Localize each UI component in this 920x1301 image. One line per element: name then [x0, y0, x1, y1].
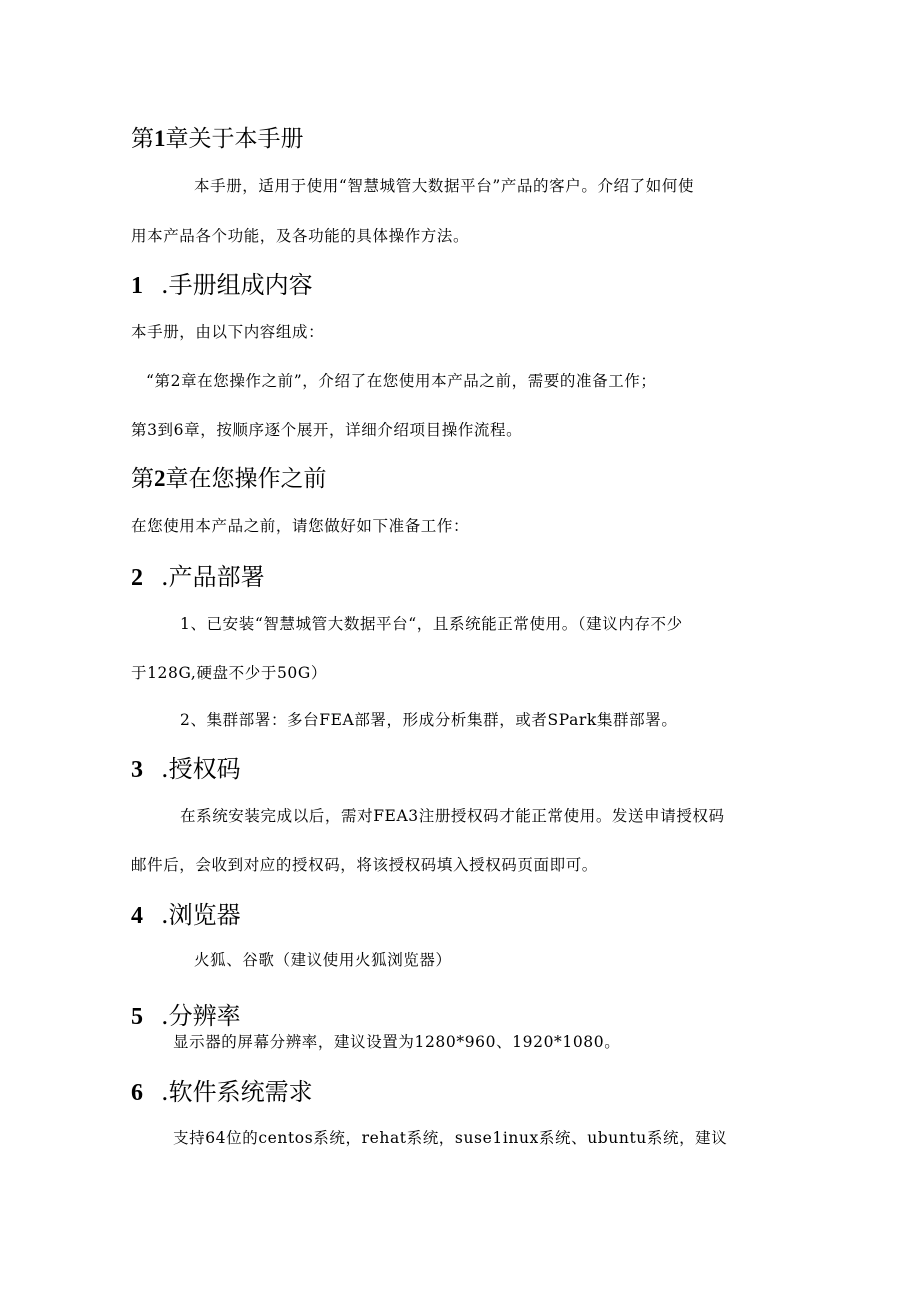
section-4-heading — [131, 895, 241, 930]
section-2-item-1-line-1: 1、已安装“智慧城管大数据平台“，且系统能正常使用。（建议内存不少 — [180, 615, 683, 633]
chapter-1-number: 1 — [154, 126, 166, 151]
section-1-number: 1 — [131, 273, 143, 299]
section-5-title: .分辨率 — [161, 1002, 241, 1030]
chapter-2-title: 章在您操作之前 — [165, 466, 327, 492]
section-3-title: .授权码 — [161, 755, 241, 783]
chapter-2-heading — [131, 460, 327, 493]
section-5-heading — [131, 996, 241, 1031]
section-2-item-2: 2、集群部署：多台FEA部署，形成分析集群，或者SPark集群部署。 — [180, 711, 678, 729]
section-4-line-1: 火狐、谷歌（建议使用火狐浏览器） — [194, 951, 452, 969]
section-3-line-2: 邮件后，会收到对应的授权码，将该授权码填入授权码页面即可。 — [131, 856, 598, 874]
section-2-number: 2 — [131, 565, 143, 591]
section-3-line-1: 在系统安装完成以后，需对FEA3注册授权码才能正常使用。发送申请授权码 — [180, 807, 725, 825]
chapter-1-intro-line-1: 本手册，适用于使用“智慧城管大数据平台”产品的客户。介绍了如何使 — [194, 177, 695, 195]
section-6-number: 6 — [131, 1080, 143, 1106]
section-2-item-1-line-2: 于128G,硬盘不少于50G） — [131, 664, 327, 682]
section-3-number: 3 — [131, 757, 143, 783]
section-2-title: .产品部署 — [161, 563, 265, 591]
chapter-1-prefix: 第 — [131, 126, 154, 152]
section-3-heading — [131, 749, 241, 784]
section-5-number: 5 — [131, 1004, 143, 1030]
section-4-title: .浏览器 — [161, 901, 241, 929]
section-1-line-2: “第2章在您操作之前”，介绍了在您使用本产品之前，需要的准备工作； — [146, 372, 657, 390]
section-1-heading — [131, 265, 313, 300]
chapter-1-heading — [131, 120, 304, 153]
section-4-number: 4 — [131, 903, 143, 929]
section-1-line-3: 第3到6章，按顺序逐个展开，详细介绍项目操作流程。 — [131, 421, 523, 439]
section-1-line-1: 本手册，由以下内容组成： — [131, 323, 325, 341]
chapter-1-title: 章关于本手册 — [165, 126, 304, 152]
section-2-heading — [131, 557, 265, 592]
chapter-2-prefix: 第 — [131, 466, 154, 492]
section-6-heading — [131, 1072, 313, 1107]
chapter-2-intro: 在您使用本产品之前，请您做好如下准备工作： — [131, 517, 470, 535]
section-6-title: .软件系统需求 — [161, 1078, 313, 1106]
section-1-title: .手册组成内容 — [161, 271, 313, 299]
section-6-line-1: 支持64位的centos系统，rehat系统，suse1inux系统、ubuntu系统，建议 — [173, 1129, 728, 1147]
chapter-1-intro-line-2: 用本产品各个功能，及各功能的具体操作方法。 — [131, 227, 470, 245]
section-5-line-1: 显示器的屏幕分辨率，建议设置为1280*960、1920*1080。 — [173, 1033, 621, 1051]
chapter-2-number: 2 — [154, 466, 166, 491]
